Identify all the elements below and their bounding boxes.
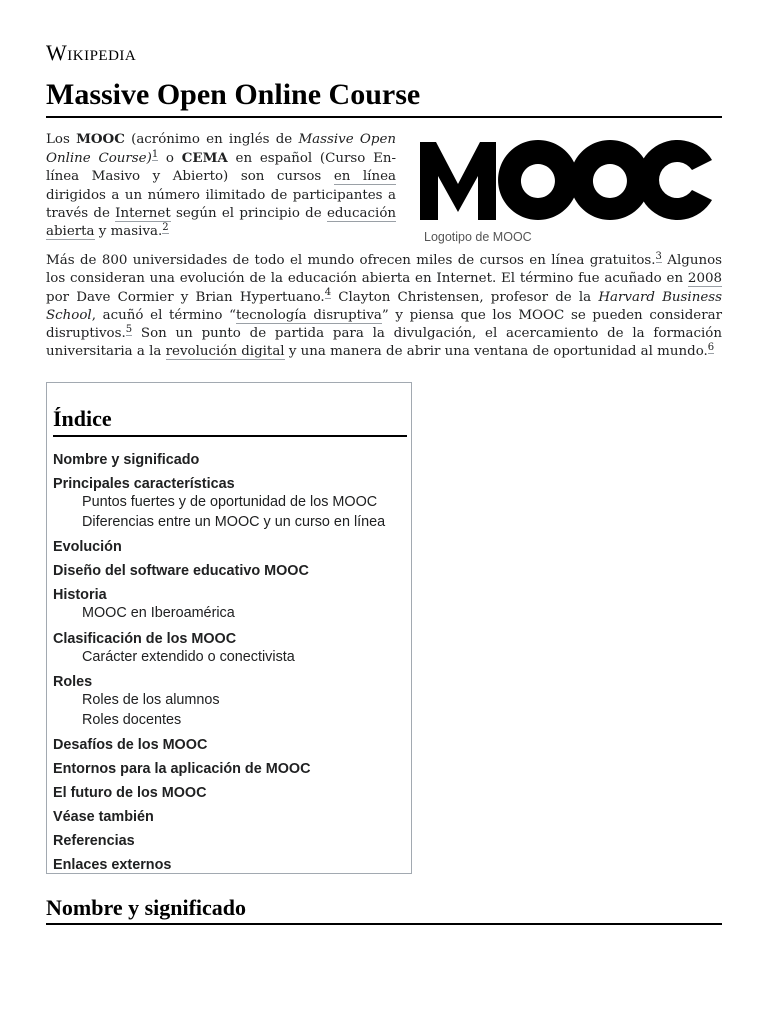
reference-link[interactable]: 2 <box>162 221 169 233</box>
link-en-linea[interactable]: en línea <box>333 169 397 185</box>
toc-item <box>53 832 407 850</box>
toc-link[interactable]: Principales características <box>53 476 235 492</box>
text: Los <box>46 132 77 147</box>
bold-term-mooc: MOOC <box>76 131 125 147</box>
toc-item <box>53 784 407 802</box>
toc-item <box>53 451 407 469</box>
toc-link[interactable]: Nombre y significado <box>53 452 200 468</box>
toc-item <box>53 760 407 778</box>
section-heading: Nombre y significado <box>46 895 722 925</box>
toc-sublink[interactable]: Carácter extendido o conectivista <box>82 648 295 665</box>
toc-subitem <box>82 711 407 731</box>
article-body <box>46 130 722 372</box>
link-revolucion-digital[interactable]: revolución digital <box>165 344 285 360</box>
toc-item <box>53 562 407 580</box>
mooc-logo-image[interactable] <box>420 134 716 224</box>
toc-sublink[interactable]: Roles de los alumnos <box>82 692 220 708</box>
text: o <box>158 151 182 167</box>
toc-link[interactable]: Entornos para la aplicación de MOOC <box>53 761 311 777</box>
toc-link[interactable]: Diseño del software educativo MOOC <box>53 563 309 579</box>
italic-term: Harvard Business School <box>46 289 722 323</box>
text: dirigidos a un número ilimitado de participantes a través de <box>46 187 396 221</box>
toc-sublist <box>53 604 407 624</box>
toc-sublink[interactable]: Diferencias entre un MOOC y un curso en línea <box>82 513 386 530</box>
toc-link[interactable]: Historia <box>53 587 107 603</box>
text: y masiva. <box>94 224 163 240</box>
toc-link[interactable]: Clasificación de los MOOC <box>53 630 237 647</box>
wikipedia-wordmark[interactable]: Wikipedia <box>46 40 137 65</box>
toc-item <box>53 808 407 826</box>
toc-link[interactable]: Véase también <box>53 809 154 825</box>
text: en español (Curso En-línea Masivo y Abierto) son cursos <box>46 151 396 185</box>
text: Clayton Christensen, profesor de la <box>331 289 599 305</box>
toc-sublist <box>53 648 407 668</box>
toc-item <box>53 586 407 624</box>
toc-subitem <box>82 493 407 513</box>
toc-subitem <box>82 513 407 533</box>
toc-list <box>53 451 407 874</box>
toc-sublist <box>53 493 407 532</box>
link-2008[interactable]: 2008 <box>687 271 722 287</box>
text: por Dave Cormier y Brian Hypertuano. <box>46 289 325 305</box>
italic-term: Massive Open Online Course) <box>46 132 396 167</box>
reference-link[interactable]: 1 <box>151 148 159 160</box>
table-of-contents <box>46 382 412 874</box>
text: Son un punto de partida para la divulgación, el acercamiento de la formación universitaria a la <box>46 326 722 360</box>
text: Más de 800 universidades de todo el mundo ofrecen miles de cursos en línea gratuitos. <box>46 253 656 269</box>
toc-sublink[interactable]: MOOC en Iberoamérica <box>82 605 235 621</box>
text: , acuñó el término “ <box>91 307 236 323</box>
toc-link[interactable]: Desafíos de los MOOC <box>53 737 208 753</box>
toc-sublink[interactable]: Puntos fuertes y de oportunidad de los MOOC <box>82 494 378 510</box>
toc-sublist <box>53 691 407 730</box>
reference-link[interactable]: 4 <box>324 287 332 299</box>
text: Algunos los consideran una evolución de la educación abierta en Internet. El término fue acuñado en <box>46 253 723 287</box>
figure-caption: Logotipo de MOOC <box>424 230 532 244</box>
toc-item <box>53 856 407 874</box>
text: y una manera de abrir una ventana de oportunidad al mundo. <box>284 344 708 360</box>
toc-item <box>53 673 407 730</box>
toc-item <box>53 538 407 556</box>
intro-paragraph-2 <box>46 252 722 361</box>
reference-link[interactable]: 5 <box>125 323 133 335</box>
text: (acrónimo en inglés de <box>124 132 299 147</box>
toc-item <box>53 475 407 532</box>
toc-link[interactable]: Evolución <box>53 539 122 555</box>
toc-link[interactable]: Roles <box>53 674 93 690</box>
logo-figure <box>420 130 722 246</box>
toc-item <box>53 630 407 668</box>
page-title: Massive Open Online Course <box>46 78 722 118</box>
toc-link[interactable]: Referencias <box>53 833 135 849</box>
reference-link[interactable]: 3 <box>655 250 662 262</box>
toc-subitem <box>82 691 407 711</box>
bold-term-cema: CEMA <box>181 150 228 167</box>
link-internet[interactable]: Internet <box>115 205 171 221</box>
text: según el principio de <box>170 205 327 221</box>
toc-item <box>53 736 407 754</box>
toc-sublink[interactable]: Roles docentes <box>82 711 182 728</box>
toc-link[interactable]: El futuro de los MOOC <box>53 785 207 801</box>
toc-link[interactable]: Enlaces externos <box>53 857 172 873</box>
link-educacion-abierta[interactable]: educación abierta <box>46 205 397 240</box>
text: ” y piensa que los MOOC se pueden considerar disruptivos. <box>46 307 722 342</box>
toc-subitem <box>82 604 407 624</box>
reference-link[interactable]: 6 <box>707 341 715 353</box>
toc-title: Índice <box>53 405 407 437</box>
toc-subitem <box>82 648 407 668</box>
link-tecnologia-disruptiva[interactable]: tecnología disruptiva <box>235 307 382 323</box>
